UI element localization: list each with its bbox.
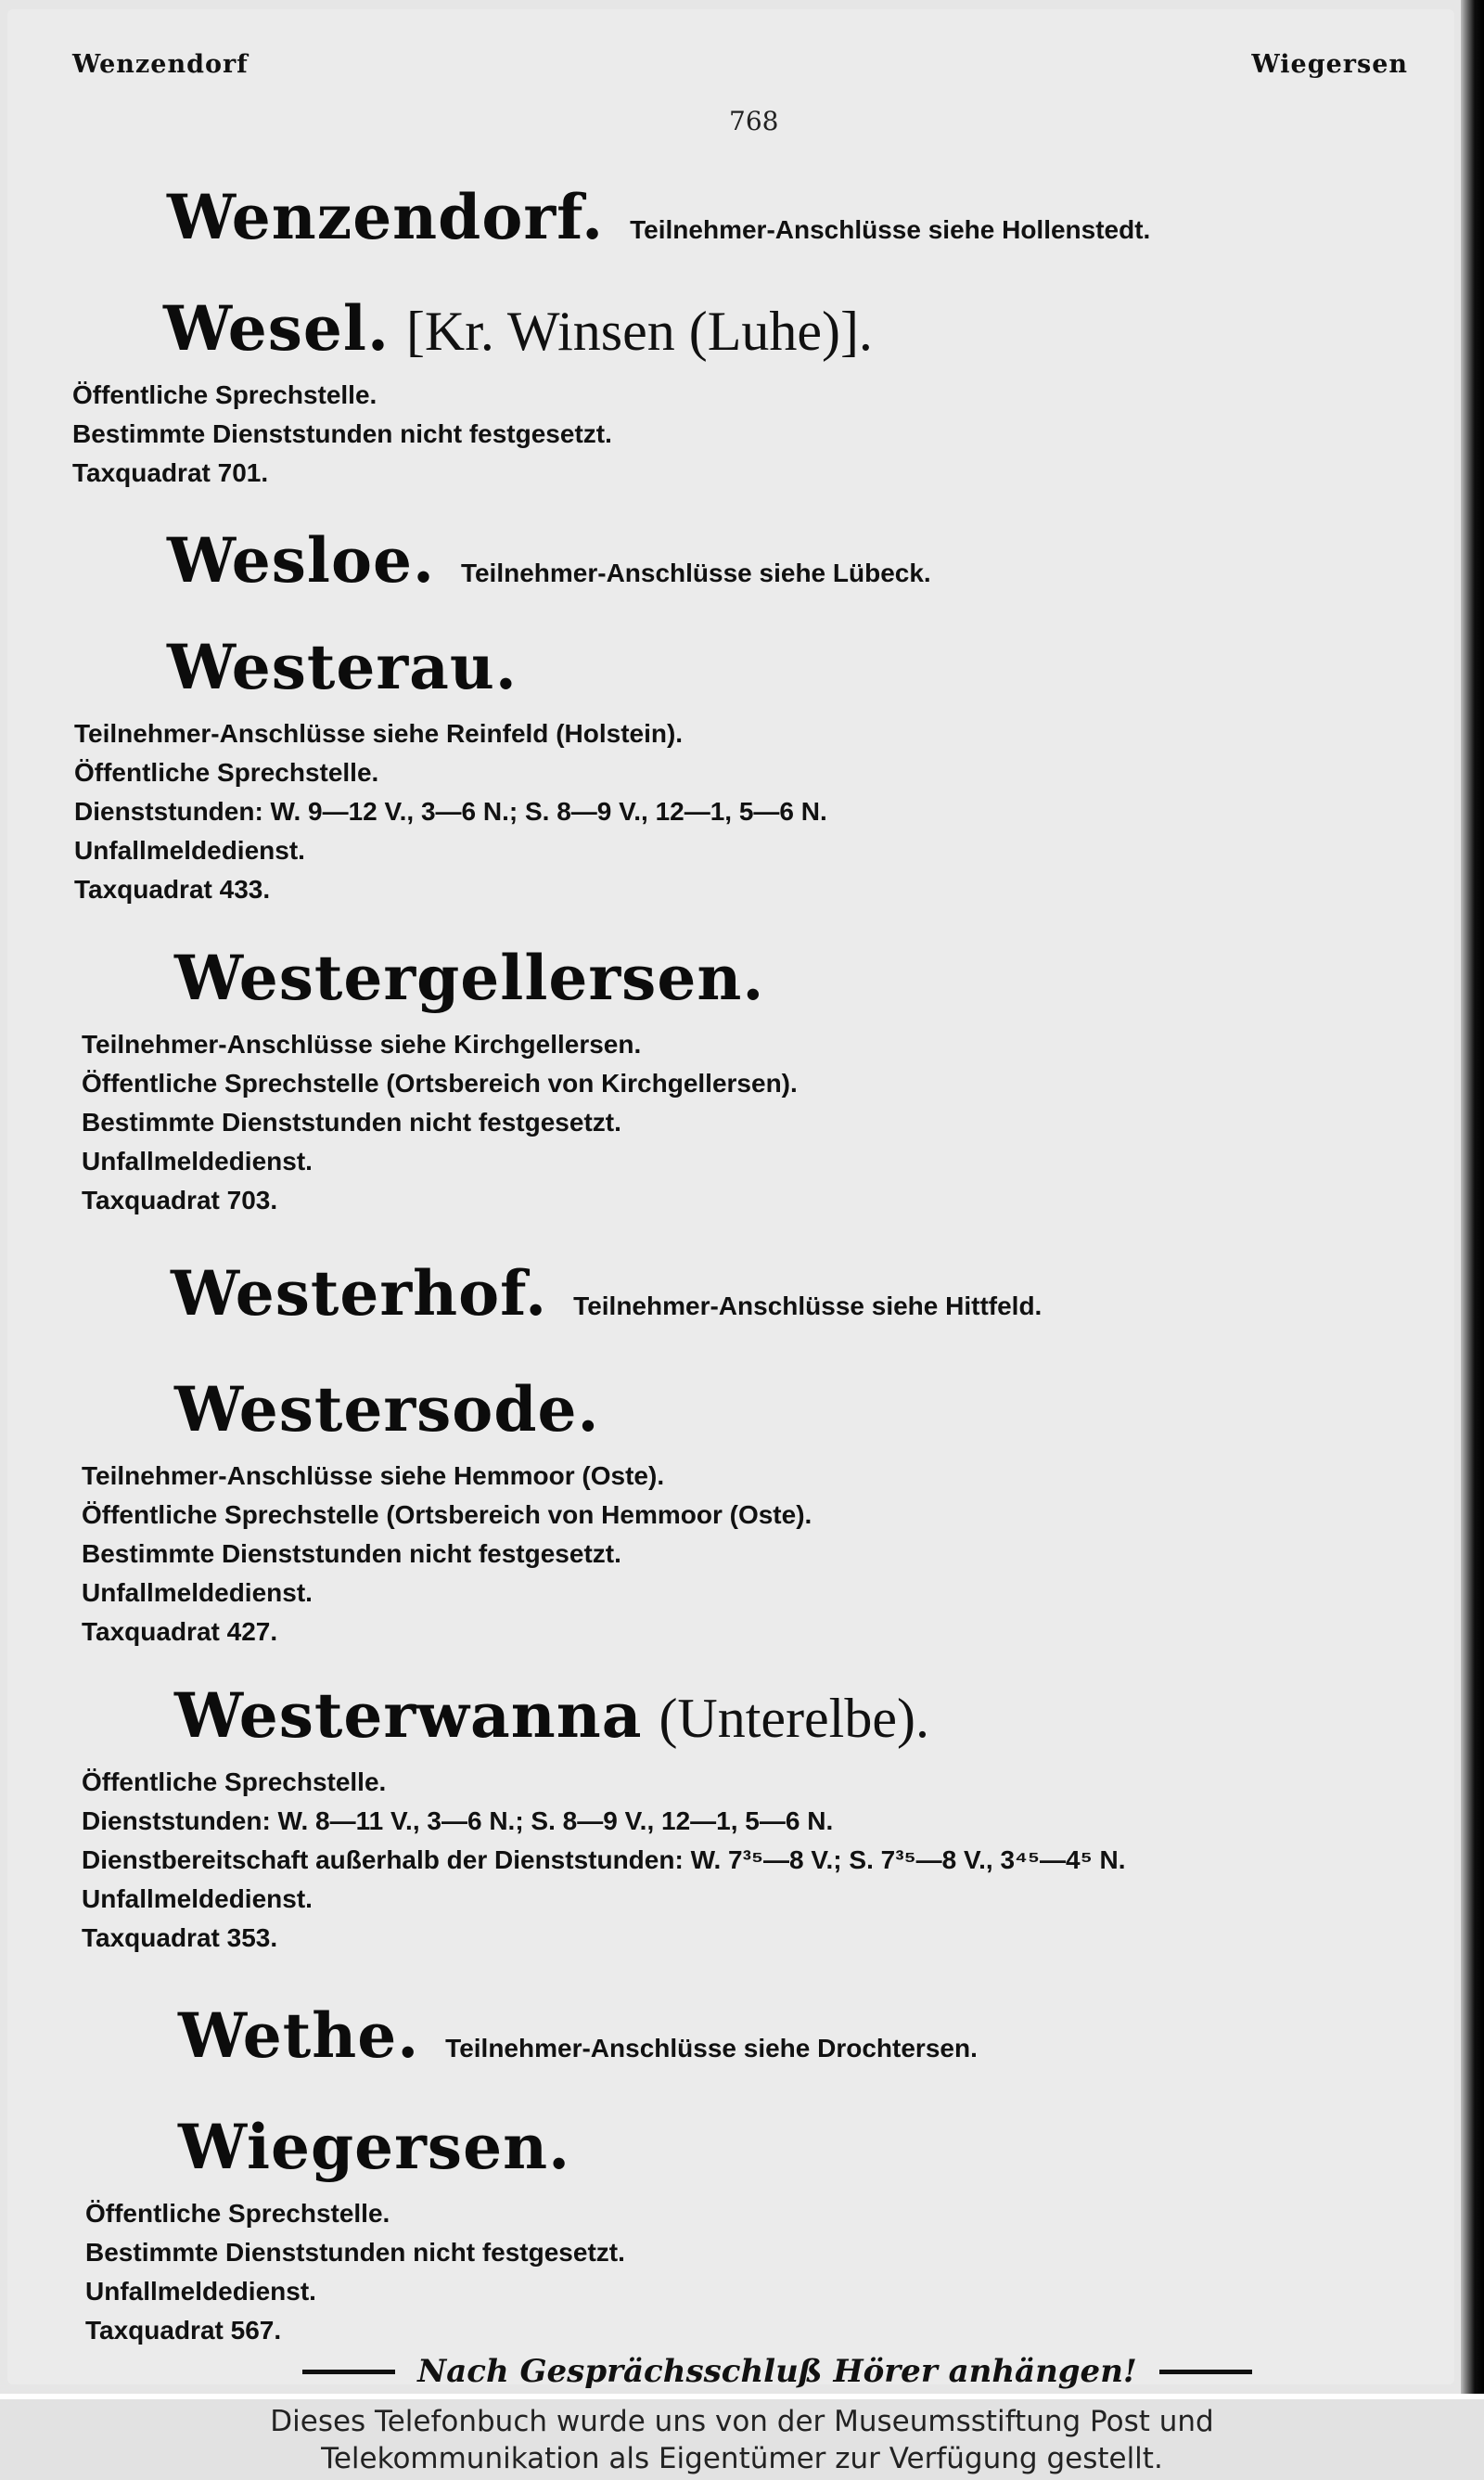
running-head-left: Wenzendorf <box>72 50 249 79</box>
entry-headline <box>167 631 1484 703</box>
entry-details <box>72 376 1484 493</box>
place-name: Westerwanna <box>174 1679 643 1752</box>
entry-headline <box>174 1373 1484 1446</box>
directory-entry <box>167 524 1484 597</box>
place-name: Wesel. <box>163 292 390 365</box>
entry-details <box>85 2194 1484 2350</box>
entry-details <box>82 1763 1484 1958</box>
detail-line: Taxquadrat 433. <box>74 875 271 904</box>
entry-details <box>74 714 1484 909</box>
detail-line: Dienststunden: W. 8—11 V., 3—6 N.; S. 8—9 V., 12—1, 5—6 N. <box>82 1806 834 1835</box>
place-name: Westersode. <box>174 1373 600 1446</box>
detail-line: Bestimmte Dienststunden nicht festgesetzt. <box>72 419 612 448</box>
page-edge-shadow <box>1461 0 1484 2394</box>
subscriber-reference: Teilnehmer-Anschlüsse siehe Hittfeld. <box>573 1291 1043 1320</box>
detail-line: Unfallmeldedienst. <box>85 2277 316 2306</box>
detail-line: Dienststunden: W. 9—12 V., 3—6 N.; S. 8—9 V., 12—1, 5—6 N. <box>74 797 827 826</box>
place-name: Wenzendorf. <box>167 181 605 253</box>
entry-headline <box>171 1257 1484 1330</box>
detail-line: Bestimmte Dienststunden nicht festgesetzt. <box>82 1108 621 1137</box>
detail-line: Teilnehmer-Anschlüsse siehe Reinfeld (Holstein). <box>74 719 684 748</box>
detail-line: Öffentliche Sprechstelle. <box>85 2199 390 2228</box>
entry-headline <box>167 181 1484 253</box>
detail-line: Taxquadrat 427. <box>82 1617 278 1646</box>
detail-line: Taxquadrat 353. <box>82 1923 278 1952</box>
detail-line: Bestimmte Dienststunden nicht festgesetzt. <box>85 2238 625 2267</box>
rule-dash-right <box>1159 2370 1252 2374</box>
detail-line: Unfallmeldedienst. <box>82 1578 313 1607</box>
attribution-bar <box>0 2399 1484 2480</box>
detail-line: Taxquadrat 567. <box>85 2316 282 2345</box>
subscriber-reference: Teilnehmer-Anschlüsse siehe Hollenstedt. <box>630 215 1151 244</box>
entry-headline <box>174 1679 1484 1752</box>
directory-entry <box>82 1373 1484 1651</box>
directory-entry <box>178 1999 1484 2072</box>
directory-entry <box>82 1679 1484 1958</box>
directory-entry <box>167 181 1484 253</box>
detail-line: Taxquadrat 701. <box>72 458 269 487</box>
place-name: Westerhof. <box>171 1257 548 1330</box>
detail-line: Teilnehmer-Anschlüsse siehe Kirchgellersen. <box>82 1030 642 1059</box>
entry-headline <box>178 2111 1484 2183</box>
place-name: Westerau. <box>167 631 518 703</box>
entry-headline <box>163 292 1484 365</box>
entry-headline <box>167 524 1484 597</box>
place-name: Westergellersen. <box>174 942 765 1014</box>
footer-rule <box>235 2353 1320 2390</box>
detail-line: Teilnehmer-Anschlüsse siehe Hemmoor (Oste). <box>82 1461 665 1490</box>
paper-sheet <box>7 9 1454 2390</box>
place-qualifier: (Unterelbe). <box>659 1688 929 1749</box>
place-name: Wesloe. <box>167 524 435 597</box>
detail-line: Dienstbereitschaft außerhalb der Dienststunden: W. 7³⁵—8 V.; S. 7³⁵—8 V., 3⁴⁵—4⁵ N. <box>82 1845 1126 1874</box>
directory-entry <box>171 1257 1484 1330</box>
entry-details <box>82 1457 1484 1651</box>
directory-entry <box>74 631 1484 909</box>
detail-line: Unfallmeldedienst. <box>74 836 305 865</box>
place-qualifier: [Kr. Winsen (Luhe)]. <box>405 301 873 362</box>
subscriber-reference: Teilnehmer-Anschlüsse siehe Drochtersen. <box>445 2034 978 2062</box>
entry-headline <box>174 942 1484 1014</box>
detail-line: Unfallmeldedienst. <box>82 1147 313 1176</box>
entry-headline <box>178 1999 1484 2072</box>
detail-line: Öffentliche Sprechstelle. <box>82 1767 387 1796</box>
entry-details <box>82 1025 1484 1220</box>
directory-entry <box>85 2111 1484 2350</box>
detail-line: Öffentliche Sprechstelle. <box>74 758 379 787</box>
detail-line: Öffentliche Sprechstelle. <box>72 380 377 409</box>
detail-line: Öffentliche Sprechstelle (Ortsbereich von Hemmoor (Oste). <box>82 1500 812 1529</box>
directory-entry <box>72 292 1484 493</box>
page-number: 768 <box>729 106 779 136</box>
attribution-line: Dieses Telefonbuch wurde uns von der Museumsstiftung Post und <box>270 2404 1214 2438</box>
running-head-right: Wiegersen <box>1251 50 1408 79</box>
directory-entry <box>82 942 1484 1220</box>
detail-line: Unfallmeldedienst. <box>82 1884 313 1913</box>
footer-note: Nach Gesprächsschluß Hörer anhängen! <box>417 2353 1137 2390</box>
place-name: Wethe. <box>178 1999 420 2072</box>
detail-line: Bestimmte Dienststunden nicht festgesetzt. <box>82 1539 621 1568</box>
rule-dash-left <box>302 2370 395 2374</box>
detail-line: Öffentliche Sprechstelle (Ortsbereich von Kirchgellersen). <box>82 1069 798 1098</box>
attribution-line: Telekommunikation als Eigentümer zur Verfügung gestellt. <box>321 2441 1163 2475</box>
subscriber-reference: Teilnehmer-Anschlüsse siehe Lübeck. <box>460 559 931 587</box>
place-name: Wiegersen. <box>178 2111 571 2183</box>
detail-line: Taxquadrat 703. <box>82 1186 278 1214</box>
